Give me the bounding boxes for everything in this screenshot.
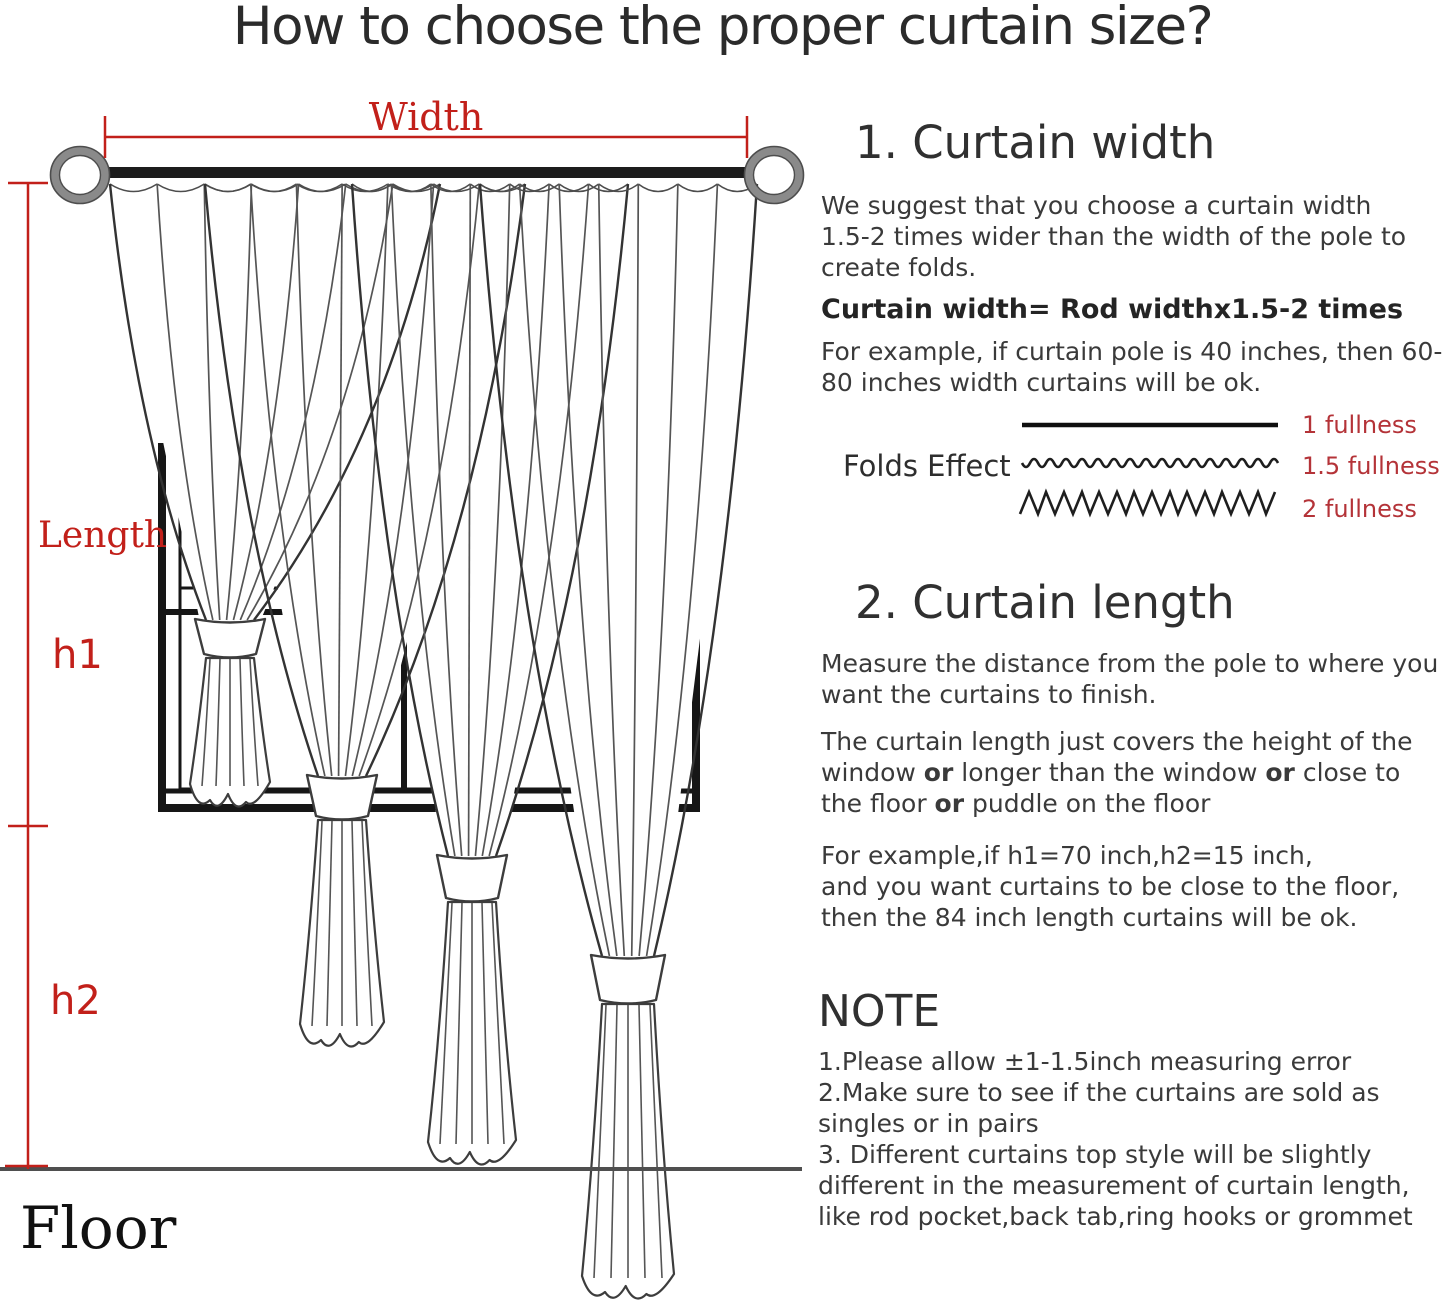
width-paragraph: We suggest that you choose a curtain width 1.5-2 times wider than the width of the pole to create folds. <box>821 191 1407 282</box>
curtain-ring-left <box>51 147 110 204</box>
note-heading: NOTE <box>818 986 941 1037</box>
curtain-rod <box>100 167 754 178</box>
note-item: 3. Different curtains top style will be slightly different in the measurement of curtain length, like rod pocket,back tab,ring hooks or grommet <box>818 1140 1413 1231</box>
length-example-line: then the 84 inch length curtains will be ok. <box>821 903 1358 932</box>
note-item: 2.Make sure to see if the curtains are sold as singles or in pairs <box>818 1078 1380 1138</box>
h2-label: h2 <box>50 978 101 1024</box>
width-label: Width <box>368 95 484 139</box>
section-length-heading: 2. Curtain length <box>855 576 1235 629</box>
length-paragraph-2: The curtain length just covers the height of the window or longer than the window or close to the floor or puddle on the floor <box>821 727 1413 818</box>
length-example-line: For example,if h1=70 inch,h2=15 inch, <box>821 841 1313 870</box>
floor-label: Floor <box>20 1194 177 1262</box>
length-paragraph-1: Measure the distance from the pole to where you want the curtains to finish. <box>821 649 1439 709</box>
curtain-ring-right <box>745 147 804 204</box>
length-example <box>821 840 1399 933</box>
note-item: 1.Please allow ±1-1.5inch measuring error <box>818 1047 1352 1076</box>
h1-label: h1 <box>52 632 103 678</box>
width-example: For example, if curtain pole is 40 inches, then 60-80 inches width curtains will be ok. <box>821 337 1443 397</box>
note-list <box>818 1046 1443 1232</box>
fullness-label-1: 1 fullness <box>1302 411 1417 439</box>
fullness-label-2: 2 fullness <box>1302 495 1417 523</box>
folds-effect-label: Folds Effect <box>843 449 1011 483</box>
folds-effect-diagram <box>1010 400 1300 530</box>
length-label: Length <box>38 515 168 556</box>
length-dimension <box>5 183 48 1169</box>
page-title: How to choose the proper curtain size? <box>232 0 1213 57</box>
length-example-line: and you want curtains to be close to the floor, <box>821 872 1400 901</box>
section-width-heading: 1. Curtain width <box>855 116 1216 169</box>
fullness-label-1-5: 1.5 fullness <box>1302 452 1440 480</box>
width-formula: Curtain width= Rod widthx1.5-2 times <box>821 294 1404 325</box>
